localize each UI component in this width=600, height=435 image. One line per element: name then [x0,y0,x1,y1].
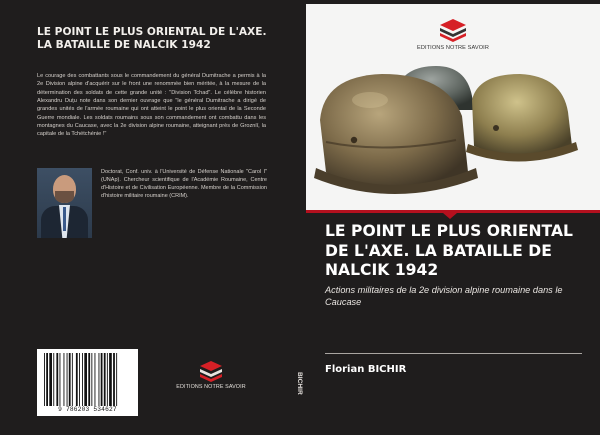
back-cover [0,0,290,435]
publisher-logo-icon [176,360,246,384]
spine [290,0,306,435]
spine-author: BICHIR [296,372,303,395]
accent-notch [443,213,457,219]
divider [325,353,582,354]
cover-illustration [306,4,600,210]
back-cover-title: LE POINT LE PLUS ORIENTAL DE L'AXE. LA BATAILLE DE NALCIK 1942 [37,26,267,51]
front-cover-subtitle: Actions militaires de la 2e division alpine roumaine dans le Caucase [325,285,563,307]
author-bio: Doctorat, Conf. univ. à l'Université de Défense Nationale "Carol I" (UNAp). Chercheur scientifique de l'Académie Roumaine, Centre d'Histoire et de Civilisation Européenne. Membre de la Commission d'histoire militaire roumaine (CRIM). [101,169,267,199]
front-publisher-logo [406,18,500,54]
back-publisher-logo [176,360,246,394]
author-photo [37,168,92,238]
barcode-digits: 9 786203 534627 [58,406,117,413]
back-publisher-name: EDITIONS NOTRE SAVOIR [176,384,246,390]
barcode [37,349,138,416]
barcode-icon [43,353,132,406]
front-cover-title: LE POINT LE PLUS ORIENTAL DE L'AXE. LA BATAILLE DE NALCIK 1942 [325,222,573,279]
publisher-logo-icon [406,18,500,44]
back-cover-blurb: Le courage des combattants sous le commandement du général Dumitrache a permis à la 2e Division alpine d'acquérir sur le front une renommée bien méritée, à la mesure de la détermination des soldats de cette grande unité : "Division Tchad". Le célèbre historien Alexandru Duțu note dans son dernier ouvrage que "le général Dumitrache a dirigé de grandes unités de l'armée roumaine qui ont atteint le point le plus oriental de la Seconde Guerre mondiale. Les soldats roumains sous son commandement ont combattu dans les montagnes du Caucase, avec la 2e division alpine roumaine, atteignant près de Grozniî, la capitale de la Tchétchénie !" [37,73,266,138]
front-cover-author: Florian BICHIR [325,364,407,375]
front-cover [306,0,600,435]
front-publisher-name: EDITIONS NOTRE SAVOIR [417,45,489,51]
